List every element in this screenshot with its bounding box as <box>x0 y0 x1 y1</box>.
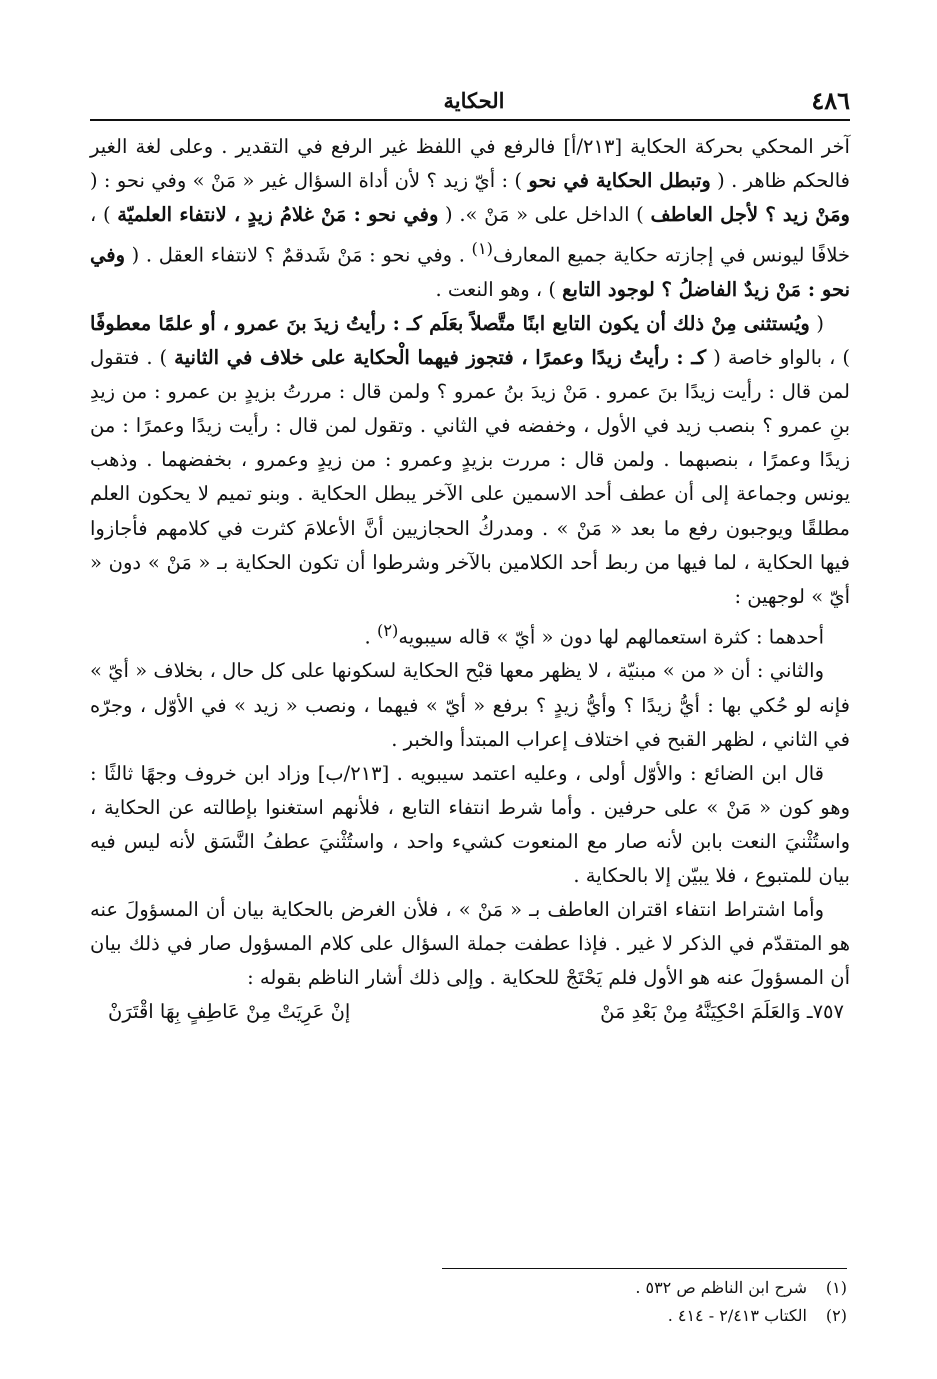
verse-first-hemistich: ٧٥٧ـ وَالعَلَمَ احْكِيَنَّهُ مِنْ بَعْدِ مَنْ <box>600 1000 844 1024</box>
text-run: ) ، وهو النعت . <box>435 277 563 301</box>
bold-text-run: ومَنْ زيد ؟ لأجل العاطف <box>650 203 850 227</box>
footnote-rule <box>442 1268 847 1269</box>
text-run: آخر المحكي بحركة الحكاية [٢١٣/أ] فالرفع في اللفظ غير الرفع في التقدير . وعلى لغة الغير فالحكم ظاهر . ( <box>90 135 850 193</box>
footnote-2 <box>287 1302 847 1330</box>
page-header <box>98 86 850 116</box>
text-run: ) : أيّ زيد ؟ لأن أداة السؤال غير « مَنْ » وفي نحو : ( <box>90 169 529 193</box>
bold-text-run: كـ : رأيتُ زيدًا وعمرًا ، فتجوز فيهما الْحكاية على خلاف في الثانية <box>174 346 707 370</box>
footnote-number: (٢) <box>825 1306 847 1325</box>
bold-text-run: وفي نحو : مَنْ غلامُ زيدٍ ، لانتفاء العلميّة <box>117 203 439 227</box>
footnote-text: شرح ابن الناظم ص ٥٣٢ . <box>635 1278 807 1297</box>
bold-text-run: وتبطل الحكاية في نحو <box>528 169 711 193</box>
text-run: ) الداخل على « مَنْ ». ( <box>438 203 651 227</box>
footnote-number: (١) <box>825 1278 847 1297</box>
paragraph-3 <box>90 614 850 655</box>
poem-verse <box>90 995 850 1029</box>
page-number: ٤٨٦ <box>811 86 850 115</box>
footnotes <box>287 1274 847 1330</box>
paragraph-4: والثاني : أن « من » مبنيّة ، لا يظهر معها قبْح الحكاية لسكونها على كل حال ، بخلاف « أيّ » فإنه لو حُكي بها : أيُّ زيدًا ؟ وأيُّ زيدٍ ؟ برفع « أيّ » فيهما ، ونصب « زيد » في الأوّل ، وجرّه في الثاني ، لظهر القبح في اختلاف إعراب المبتدأ والخبر . <box>90 659 850 751</box>
footnote-marker-1[interactable]: (١) <box>471 239 493 259</box>
text-run: . <box>364 625 377 649</box>
paragraph-1 <box>90 130 850 307</box>
text-run: ( <box>809 311 825 335</box>
paragraph-2 <box>90 307 850 614</box>
text-run: أحدهما : كثرة استعمالهم لها دون « أيّ » قاله سيبويه <box>398 625 824 649</box>
footnote-marker-2[interactable]: (٢) <box>376 620 399 640</box>
bold-text-run: ويُستثنى مِنْ ذلك أن يكون التابع ابنًا متَّصلاً بعَلَم كـ : رأيتُ زيدَ بنَ عمرو ، أو علمًا معطوفًا <box>90 311 810 335</box>
main-text <box>90 130 850 1029</box>
paragraph-6: وأما اشتراط انتفاء اقتران العاطف بـ « مَنْ » ، فلأن الغرض بالحكاية بيان أن المسؤولَ عنه هو المتقدّم في الذكر لا غير . فإذا عطفت جملة السؤال على كلام المسؤول صار في ذلك بيان أن المسؤولَ عنه هو الأول فلم يَحْتَجْ للحكاية . وإلى ذلك أشار الناظم بقوله : <box>90 898 850 990</box>
bold-text-run: وفي نحو : مَنْ زيدٌ الفاضلُ ؟ لوجود التابع <box>90 243 850 301</box>
header-rule <box>90 119 850 121</box>
footnote-text: الكتاب ٢/٤١٣ - ٤١٤ . <box>667 1306 807 1325</box>
text-run: . وفي نحو : مَنْ شَدقمٌ ؟ لانتفاء العقل . ( <box>125 243 472 267</box>
verse-second-hemistich: إنْ عَرِيَتْ مِنْ عَاطِفٍ بِهَا اقْتَرَنْ <box>108 1000 351 1024</box>
footnote-1 <box>287 1274 847 1302</box>
text-run: ) ، بالواو خاصة ( <box>706 346 850 370</box>
paragraph-5: قال ابن الضائع : والأوّل أولى ، وعليه اعتمد سيبويه . [٢١٣/ب] وزاد ابن خروف وجهًا ثالثًا : وهو كون « مَنْ » على حرفين . وأما شرط انتفاء التابع ، فلأنهم استغنوا بإطالته عن الحكاية ، واستُثْنيَ النعت بابن لأنه صار مع المنعوت كشيء واحد ، واستُثْنيَ عطفُ النَّسَق لأنه ليس فيه بيان للمتبوع ، فلا يبيّن إلا بالحكاية . <box>90 761 850 887</box>
text-run: ) ، خلافًا ليونس في إجازته حكاية جميع المعارف <box>90 203 851 267</box>
text-run: ) . فتقول لمن قال : رأيت زيدًا بنَ عمرو . مَنْ زيدَ بنُ عمرو ؟ ولمن قال : مررتُ بزيدٍ بن عمرو : من زيدِ بنِ عمرو ؟ بنصب زيد في الأول ، وخفضه في الثاني . وتقول لمن قال : رأيت زيدًا وعمرًا : من زيدًا وعمرًا ، بنصبهما . ولمن قال : مررت بزيدٍ وعمرو : من زيدٍ وعمرو ، بخفضهما . وذهب يونس وجماعة إلى أن عطف أحد الاسمين على الآخر يبطل الحكاية . وبنو تميم لا يحكون العلم مطلقًا ويوجبون رفع ما بعد « مَنْ » . ومدركُ الحجازيين أنَّ الأعلامَ كثرت في كلامهم فأجازوا فيها الحكاية ، لما فيها من ربط أحد الكلامين بالآخر وشرطوا أن تكون الحكاية بـ « مَنْ » دون « أيّ » لوجهين : <box>90 346 850 608</box>
running-title: الحكاية <box>443 88 505 113</box>
